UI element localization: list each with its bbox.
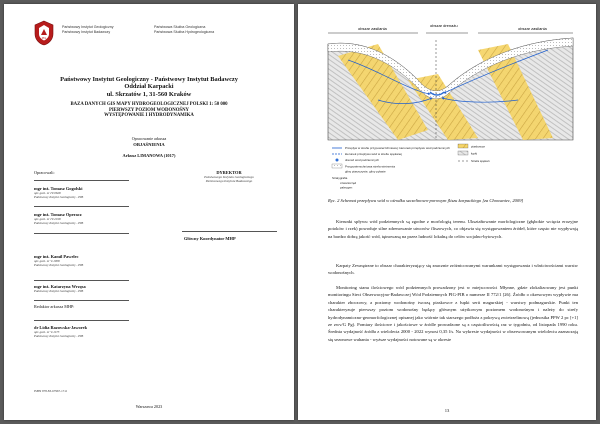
groundwater-flow-diagram xyxy=(318,20,582,190)
paragraph: Monitoring stanu ilościowego wód podziemnych prowadzony jest w miejscowości Młynne, gdzie zlokalizowany jest punkt monitoringu Sieci Obserwacyjno-Badawczej Wód Podziemnych PIG-PIB o numerze II 772/1 [26]. Źródło o okresowym wypływie ma charakter zboczowy, a poziomy wodonośny tworzą piaskowce z łupki serii magurskiej - warstwy podmagurskie. Punkt ten charakteryzuje pierwszy poziom wodonośny będący głównym użytkowym poziomem wodonośnym i należy do strefy hydrodynamiczno-geomorfologicznej opisanej jako wtórnie tak starszego podłoża z pokrywą zwietrzelinową (jednostka PPW 2 pc [+1] ze zwv/G Pg). Pomiary ilościowe i jakościowe w źródle prowadzone są z częstotliwością raz w tygodniu, od listopada 1990 roku. Średnia wydajność źródła z wielolecia 2000 - 2022 wynosi 0,35 l/s. Na wykresie wydajności w obserwowanym wieloleciu zaznaczają się sezonowe wahania - wyższe wydajności notowane są w okresie xyxy=(328,285,578,342)
author-entry: mgr inż. Katarzyna Wrzęsa Państwowy Instytut Geologiczny - PIB xyxy=(34,284,86,293)
legend-weathering: Przypowierzchniowa strefa wietrzenia xyxy=(345,164,396,169)
page-number: 13 xyxy=(444,408,450,413)
opracowanie-line: Opracowanie arkusza xyxy=(131,136,167,141)
recharge-label-left: obszar zasilania xyxy=(358,26,387,31)
reviewer-entry: dr Lidia Razowska-Jaworek upr. geol. nr V-1173 Państwowy Instytut Geologiczny - PIB xyxy=(34,325,88,339)
author-entry: mgr inż. Tomasz Operacz upr. geol. nr IV-2018 Państwowy Instytut Geologiczny - PIB xyxy=(34,212,84,226)
place-year: Warszawa 2023 xyxy=(135,404,163,409)
database-title: BAZA DANYCH GIS MAPY HYDROGEOLOGICZNEJ POLSKI 1: 50 000 PIERWSZY POZIOM WODONOŚNY WYSTĘPOWANIE I HYDRODYNAMIKA xyxy=(70,102,228,119)
figure-caption: Ryc. 2 Schemat przepływu wód w ośrodku szczelinowo-porowym fliszu karpackiego [za Chowaniec, 2009] xyxy=(328,198,524,203)
text-page xyxy=(298,4,596,420)
svg-text:PIG: PIG xyxy=(41,36,47,40)
legend-paleogene: paleogen xyxy=(340,185,353,190)
legend-stratigraphy: Stratygrafia xyxy=(332,176,348,180)
explanations-heading: OBJAŚNIENIA xyxy=(133,142,165,147)
legend-sandstones: piaskowce xyxy=(471,144,486,149)
director-block: DYREKTOR Państwowego Instytutu Geologicznego Państwowego Instytutu Badawczego xyxy=(204,170,254,184)
legend-quaternary: czwartorzęd xyxy=(340,181,357,185)
paragraph: Karpaty Zewnętrzne to obszar charakteryzujący się znacznie zróżnicowanymi warunkami występowania i właściwościami warstw wodonośnych. xyxy=(328,263,578,276)
title-page xyxy=(4,4,294,420)
author-entry: mgr inż. Kamil Pawelec upr. geol. nr V-1908 Państwowy Instytut Geologiczny - PIB xyxy=(34,254,84,268)
authors-label: Opracowali: xyxy=(34,170,55,175)
drainage-label: obszar drenażu xyxy=(430,23,458,28)
institute-title: Państwowy Instytut Geologiczny - Państwowy Instytut Badawczy Oddział Karpacki ul. Skrzatów 1, 31-560 Kraków xyxy=(60,76,238,98)
paragraph: Kierunki spływu wód podziemnych są zgodne z morfologią terenu. Ukształtowanie morfologiczne (głębokie wcięcia erozyjne potoków i rzek) powoduje silne zdrenowanie utworów fliszowych, co objawia się występowaniem źródeł, które często nie wypływają na bardzo dobrą jakość wód, tętnowaną na przez ludność lokalną do celów socjalno-bytowych. xyxy=(328,219,578,239)
legend-fracture-flow: kierunek przepływu wód w strefie spękanej xyxy=(345,152,402,156)
pig-logo-icon xyxy=(34,20,54,46)
author-entry: mgr inż. Tomasz Gogolski upr. geol. nr IV-0628 Państwowy Instytut Geologiczny - PIB xyxy=(34,186,84,200)
institute-names: Państwowy Instytut Geologiczny Państwowy Instytut Badawczy xyxy=(62,25,114,34)
sheet-name: Arkusz LIMANOWA (1017) xyxy=(122,153,176,158)
legend-shales: łupki xyxy=(471,151,478,156)
recharge-label-right: obszar zasilania xyxy=(518,26,547,31)
legend-fracture-zone: Strefa spękań xyxy=(471,159,490,163)
survey-names: Państwowa Służba Geologiczna Państwowa Służba Hydrogeologiczna xyxy=(154,25,215,34)
legend-clays: gliny piaszczyste, gliny pylaste xyxy=(345,169,386,174)
coordinator-title: Główny Koordynator MHP xyxy=(184,236,236,241)
isbn: ISBN 978-83-67967-17-6 xyxy=(34,389,68,393)
legend-flow-direction: Przepływ w strefie przypowierzchniowej: kierunek przepływu wód podziemnych xyxy=(345,146,450,150)
legend-drainage: drenaż wód podziemnych xyxy=(345,158,380,162)
reviewer-label: Redaktor arkusza MHP: xyxy=(34,304,75,309)
